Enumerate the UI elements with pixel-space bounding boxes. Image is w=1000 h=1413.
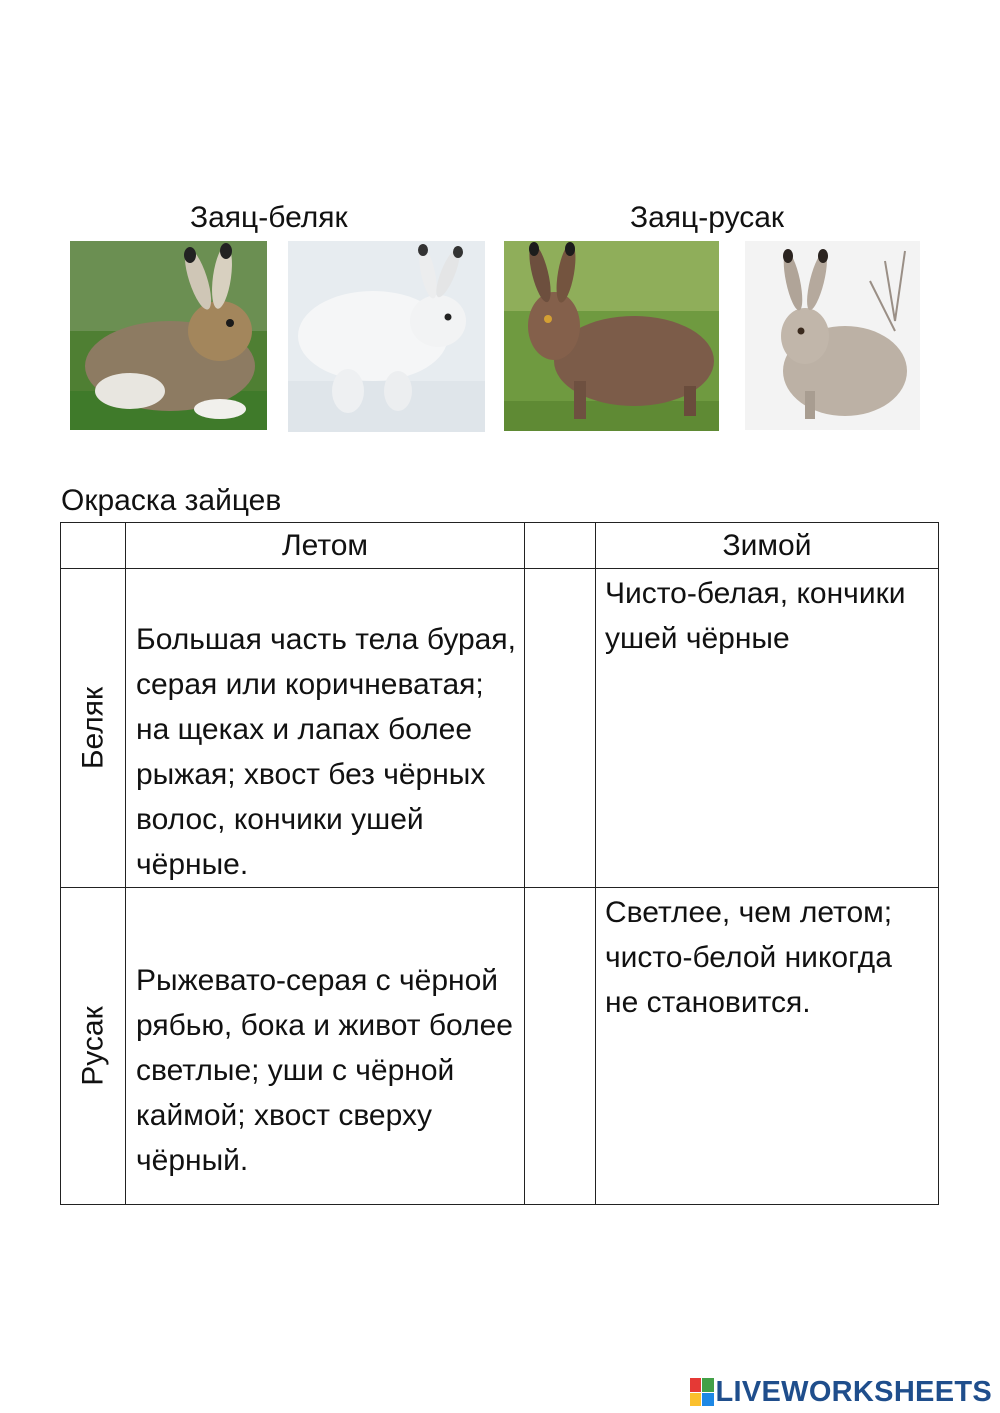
summer-text: Рыжевато-серая с чёрной рябью, бока и живот более светлые; уши с чёрной каймой; хвост сверху чёрный. xyxy=(136,963,513,1177)
header-cell-empty xyxy=(61,523,126,569)
liveworksheets-logo-text: LIVEWORKSHEETS xyxy=(715,1375,992,1408)
winter-cell xyxy=(596,888,939,1205)
summer-cell xyxy=(126,888,525,1205)
caption-brown-hare: Заяц-русак xyxy=(630,201,785,234)
header-blank xyxy=(525,523,596,569)
row-label: Беляк xyxy=(76,686,110,770)
row-label-cell xyxy=(61,569,126,888)
caption-white-hare: Заяц-беляк xyxy=(190,201,348,234)
table-header-row xyxy=(61,523,939,569)
winter-text: Светлее, чем летом; чисто-белой никогда не становится. xyxy=(605,896,893,1019)
brown-hare-winter-photo xyxy=(745,241,920,430)
winter-cell xyxy=(596,569,939,888)
summer-cell xyxy=(126,569,525,888)
winter-text: Чисто-белая, кончики ушей чёрные xyxy=(605,577,906,655)
row-label-cell xyxy=(61,888,126,1205)
row-label: Русак xyxy=(76,1006,110,1086)
blank-cell xyxy=(525,569,596,888)
header-summer: Летом xyxy=(126,523,525,569)
brown-hare-summer-photo xyxy=(504,241,719,431)
table-row xyxy=(61,569,939,888)
mountain-hare-summer-photo xyxy=(70,241,267,430)
liveworksheets-badge-icon xyxy=(690,1378,714,1406)
liveworksheets-logo xyxy=(690,1374,993,1410)
table-row xyxy=(61,888,939,1205)
blank-cell xyxy=(525,888,596,1205)
mountain-hare-winter-photo xyxy=(288,241,485,432)
summer-text: Большая часть тела бурая, серая или коричневатая; на щеках и лапах более рыжая; хвост без чёрных волос, кончики ушей чёрные. xyxy=(136,623,516,881)
section-title: Окраска зайцев xyxy=(61,484,282,517)
header-winter: Зимой xyxy=(596,523,939,569)
hare-color-table xyxy=(60,522,939,1205)
